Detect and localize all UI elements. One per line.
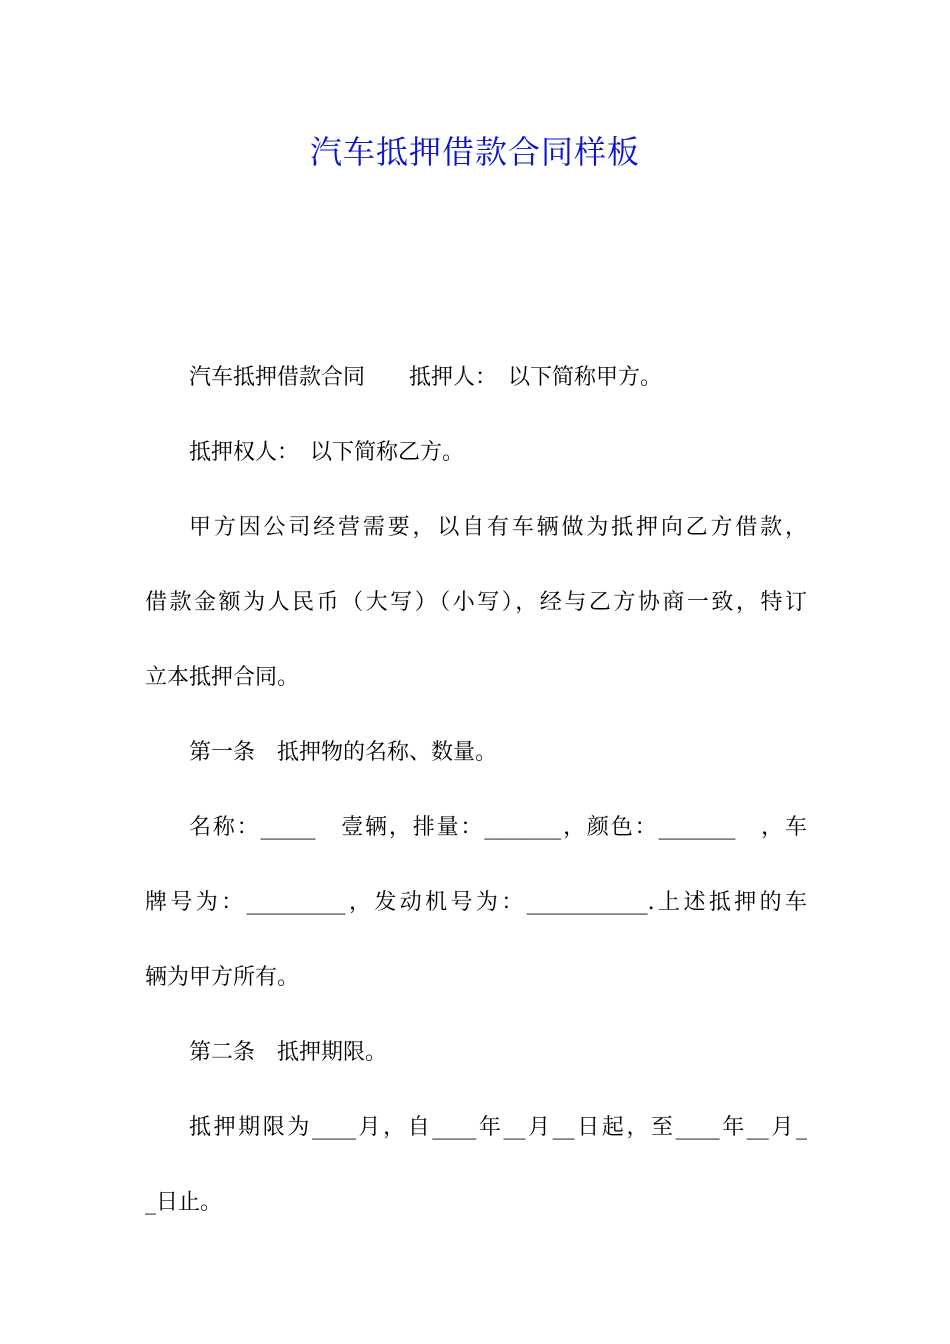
article-2-line: 抵押期限为____月，自____年__月__日起，至____年__月_ [189,1115,807,1140]
paragraph-purpose-line: 借款金额为人民币（大写）（小写），经与乙方协商一致，特订 [145,590,807,615]
paragraph-parties-mortgagee: 抵押权人： 以下简称乙方。 [189,440,465,465]
paragraph-parties-mortgagor: 汽车抵押借款合同 抵押人： 以下简称甲方。 [189,365,663,390]
document-title: 汽车抵押借款合同样板 [309,133,640,171]
document-body [145,340,807,1240]
article-2-line: _日止。 [145,1190,223,1215]
article-1-line: 牌号为：_________，发动机号为：___________.上述抵押的车 [145,890,807,915]
article-1-body [145,790,807,1015]
paragraph-purpose [145,490,807,715]
article-2-body [145,1090,807,1240]
paragraph-purpose-line: 甲方因公司经营需要，以自有车辆做为抵押向乙方借款， [189,515,807,540]
article-2-heading: 第二条 抵押期限。 [189,1040,388,1065]
paragraph-purpose-line: 立本抵押合同。 [145,665,300,690]
article-1-heading: 第一条 抵押物的名称、数量。 [189,740,498,765]
article-1-line: 辆为甲方所有。 [145,965,300,990]
article-1-line: 名称：_____ 壹辆，排量：_______，颜色：_______ ，车 [189,815,807,840]
